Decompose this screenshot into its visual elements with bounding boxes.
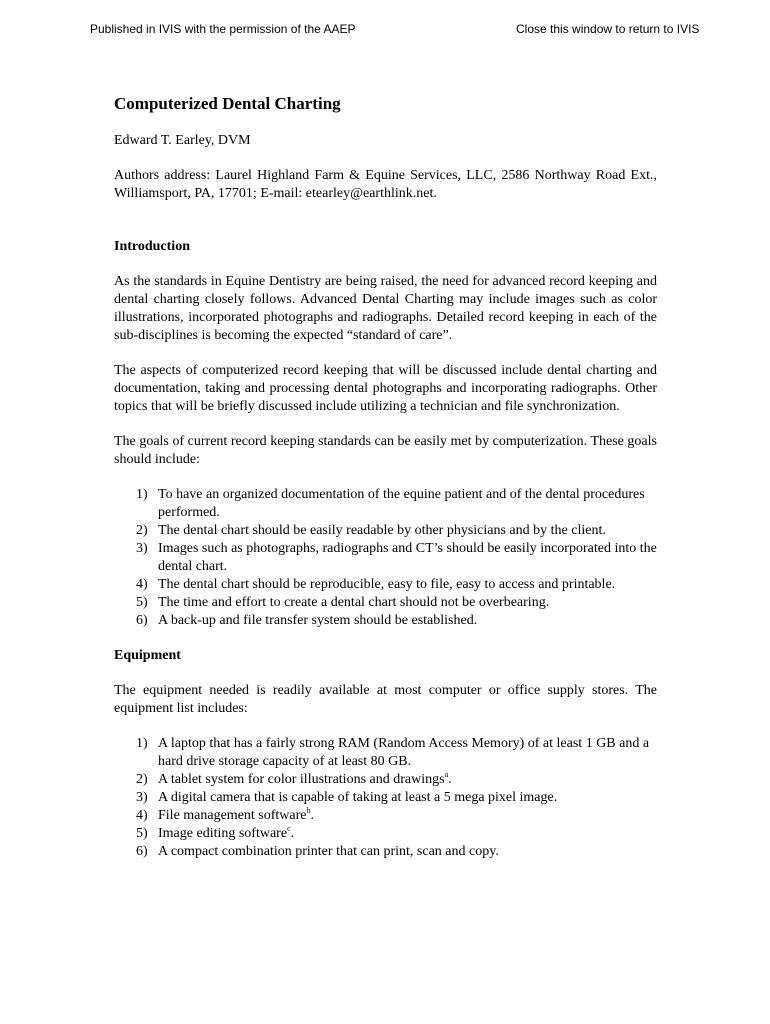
list-item: 4) File management software$^b$. (136, 806, 315, 823)
footnote-marker: c (287, 824, 291, 833)
article-title: Computerized Dental Charting (114, 94, 341, 113)
list-item: 6) A back-up and file transfer system should be established. (136, 613, 478, 628)
equipment-heading: Equipment (114, 648, 181, 663)
list-item: 2) The dental chart should be easily readable by other physicians and by the client. (136, 523, 606, 538)
page-header (0, 22, 770, 40)
intro-paragraph-2: The aspects of computerized record keeping that will be discussed include dental charting and documentation, taking and processing dental photographs and incorporating radiographs. Other topics that will be briefly discussed include utilizing a technician and file synchronization. (114, 363, 657, 414)
article-body (114, 93, 657, 861)
author-address: Authors address: Laurel Highland Farm & Equine Services, LLC, 2586 Northway Road Ext., Williamsport, PA, 17701; E-mail: etearley@earthlink.net. (114, 168, 657, 201)
list-item: 1) To have an organized documentation of the equine patient and of the dental procedures performed. (136, 487, 645, 520)
list-item: 5) Image editing software$^c$. (136, 824, 295, 841)
intro-paragraph-1: As the standards in Equine Dentistry are being raised, the need for advanced record keeping and dental charting closely follows. Advanced Dental Charting may include images such as color illustrations, incorporated photographs and radiographs. Detailed record keeping in each of the sub-disciplines is becoming the expected “standard of care”. (114, 274, 657, 343)
list-item: 5) The time and effort to create a dental chart should not be overbearing. (136, 595, 550, 610)
close-window-link[interactable]: Close this window to return to IVIS (516, 22, 700, 36)
list-item: 1) A laptop that has a fairly strong RAM (Random Access Memory) of at least 1 GB and a hard drive storage capacity of at least 80 GB. (136, 736, 650, 769)
list-item: 6) A compact combination printer that can print, scan and copy. (136, 844, 499, 859)
footnote-marker: a (444, 770, 449, 779)
intro-paragraph-3: The goals of current record keeping standards can be easily met by computerization. These goals should include: (114, 434, 657, 467)
equipment-list (114, 735, 657, 861)
equipment-paragraph: The equipment needed is readily available at most computer or office supply stores. The equipment list includes: (114, 683, 657, 716)
list-item: 3) A digital camera that is capable of taking at least a 5 mega pixel image. (136, 790, 558, 805)
list-item: 3) Images such as photographs, radiographs and CT’s should be easily incorporated into the dental chart. (136, 541, 657, 574)
introduction-heading: Introduction (114, 239, 190, 254)
list-item: 2) A tablet system for color illustrations and drawings$^a$. (136, 770, 452, 787)
goals-list (114, 486, 657, 630)
list-item: 4) The dental chart should be reproducible, easy to file, easy to access and printable. (136, 577, 616, 592)
published-notice: Published in IVIS with the permission of the AAEP (90, 22, 356, 36)
author-line: Edward T. Earley, DVM (114, 133, 251, 148)
footnote-marker: b (306, 806, 311, 815)
